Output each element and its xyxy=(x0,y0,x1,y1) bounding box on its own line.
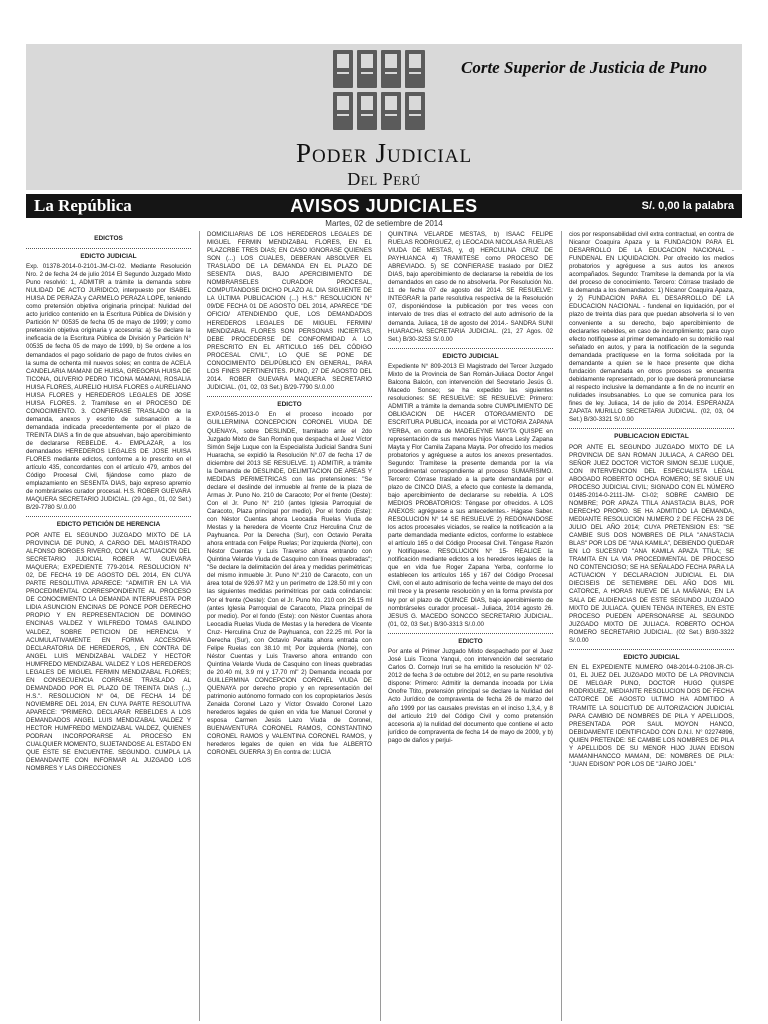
notice-heading: EDICTO PETICIÓN DE HERENCIA xyxy=(56,521,161,529)
masthead xyxy=(26,44,742,190)
notice-body: EN EL EXPEDIENTE NUMERO 048-2014-0-2108-JR-CI-01, EL JUEZ DEL JUZGADO MIXTO DE LA PROVINCIA DE MELGAR PUNO, DOCTOR HUGO QUISPE RODRIGUEZ, MEDIANTE RESOLUCION DOS DE FECHA CATORCE DE AGOSTO ULTIMO HA ADMITIDO A TRAMITE LA SOLICITUD DE AUTORIZACION JUDICIAL PARA CAMBIO DE NOMBRES DE PILA Y APELLIDOS, PRESENTADA POR SAUL MOYON HANCO, DEBIDAMENTE IDENTIFICADO CON D.N.I. N° 02274896, QUIEN PRETENDE: SE CAMBIE LOS NOMBRES DE PILA Y APELLIDOS DE SU MENOR HIJO JUAN EDISON MAMANIHANCCO MAMANI, DE: NOMBRES DE PILA: "JUAN EDISON" POR LOS DE "JAIRO JOEL" xyxy=(569,664,734,768)
notice-body: QUINTINA VELARDE MESTAS, b) ISAAC FELIPE RUELAS RODRIGUEZ, c) LEOCADIA NICOLASA RUELAS VIUDA DE MESTAS, y, d) HERCULINA CRUZ DE PAYHUANCA 4) TRAMITESE como PROCESO DE ABREVIADO. 5) SE CONFIERASE traslado por DIEZ DIAS, bajo apercibimiento de declararse la rebeldía de los demandados en caso de no absolverla. Por Resolución No. 11 de fecha 07 de agosto del 2014. SE RESUELVE: INTEGRAR la parte resolutiva respectiva de la Resolución 07, disponiéndose la publicación por tres veces con intervalo de tres días el extracto del auto admisorio de la demanda. Juliaca, 18 de agosto del 2014.- SANDRA SUNI HUARACHA SECRETARIA JUDICIAL. (21, 27 Agos. 02 Set.) B/30-3253 S/.0.00 xyxy=(388,231,553,343)
column-3 xyxy=(388,231,553,1021)
column-2 xyxy=(207,231,372,1021)
section-title: AVISOS JUDICIALES xyxy=(290,196,478,216)
publication-date: Martes, 02 de setiembre de 2014 xyxy=(325,219,443,228)
dotted-separator xyxy=(388,348,553,349)
notice-heading: EDICTO JUDICIAL xyxy=(80,252,137,260)
notice-heading: PUBLICACION EDICTAL xyxy=(614,433,689,441)
dotted-separator xyxy=(26,248,191,249)
notice-heading: EDICTO JUDICIAL xyxy=(623,653,680,661)
notice-heading: EDICTO JUDICIAL xyxy=(442,352,499,360)
notices-columns xyxy=(26,231,742,1021)
dotted-separator xyxy=(569,649,734,650)
notice-body: cios por responsabilidad civil extra contractual, en contra de Nicanor Coaquira Apaza y la FUNDACION PARA EL DESARROLLO DE LA EDUCACION NACIONAL - FUNDENAL EN LIQUIDACION. Por ofrecido los medios probatorios y agréguese a sus autos los anexos acompañados. Segundo: Tramítese la demanda por la vía del proceso de conocimiento. Tercero: Córrase traslado de la demanda a los demandados: 1) Nicanor Coaquira Apaza, y 2) FUNDACION PARA EL DESARROLLO DE LA EDUCACION NACIONAL - fundenal en liquidación, por el plazo de treinta días para que puedan absolverla si lo ven conveniente a su derecho, bajo apercibimiento de declararles rebeldes, en caso de incumplimiento; para cuyo efecto notifíquese al primer demandado en su domicilio real señalado en autos, y para la notificación de la segunda demandada practíquese en la forma solicitada por la demandante a quien se le hace presente que dicha fundación demandada en otros procesos se encuentra debidamente representado, por lo que deberá pronunciarse al respecto inclusive la demandante a fin de no incurrir en nulidades insubsanables. Lo que se comunica para los fines de ley. Juliaca, 14 de julio de 2014. ESPERANZA ZAPATA MURILLO SECRETARIA JUDICIAL. (02, 03, 04 Set.) B/30-3321 S/.0.00 xyxy=(569,231,734,424)
notice-body: POR ANTE EL SEGUNDO JUZGADO MIXTO DE LA PROVINCIA DE PUNO, A CARGO DEL MAGISTRADO ALFONSO BORGES RIVERO, CON LA ACTUACION DEL SECRETARIO JUDICIAL ROBER W. GUEVARA MAQUERA; EXPEDIENTE 779-2014. RESOLUCION N° 02, DE FECHA 19 DE AGOSTO DEL 2014, EN CUYA PARTE RESOLUTIVA APARECE: "ADMITIR EN LA VIA PROCEDIMENTAL CORRESPONDIENTE AL PROCESO DE CONOCIMIENTO LA DEMANDA INTERPUESTA POR LIDIA ASUNCION ENCINAS DE PONCE POR DERECHO PROPIO Y EN REPRESENTACION DE DOMINGO ENCINAS VALDEZ Y WILFREDO TOMAS GALINDO VALDEZ, SOBRE PETICION DE HERENCIA Y ACUMULATIVAMENTE EN FORMA ACCESORIA DECLARATORIA DE HEREDEROS, , EN CONTRA DE ANGEL LUIS MENDIZABAL VALDEZ Y HECTOR HUMFREDO MENDIZABAL VALDEZ Y LOS HEREDEROS LEGALES DE MIGUEL FERMIN MENDIZABAL FLORES; EN CONSECUENCIA CORRASE TRASLADO AL DEMANDADO POR EL PLAZO DE TREINTA DIAS (...) H.S.". RESOLUCION N° 04, DE FECHA 14 DE NOVIEMBRE DEL 2014, EN CUYA PARTE RESOLUTIVA APARECE: "PRIMERO. DECLARAR REBELDES A LOS DEMANDADOS ANGEL LUIS MENDIZABAL VALDEZ Y HECTOR HUMFREDO MENDIZABAL VALDEZ, QUIENES PODRAN INCORPORARSE AL PROCESO EN CUALQUIER MOMENTO, SUJETANDOSE AL ESTADO EN QUE ESTE SE ENCUENTRE. SEGUNDO. CUMPLA LA DEMANDANTE CON INFORMAR AL JUZGADO LOS NOMBRES Y LAS DIRECCIONES xyxy=(26,531,191,773)
column-divider xyxy=(380,231,381,1021)
notice-body: Exp. 01378-2014-0-2101-JM-CI-02. Mediante Resolución Nro. 2 de fecha 24 de julio 2014 El Segundo Juzgado Mixto Puno resolvió: 1, ADMITIR a trámite la demanda sobre NULIDAD DE ACTO JURIDICO, interpuesto por ISABEL HUISA DE PERAZA y CARMELO PERAZA LOPE, teniendo como pretensión objetiva originaria principal: Nulidad del acto jurídico contenido en la Escritura Pública de División y Partición N° 00535 de fecha 05 de mayo de 1999; y como pretensión objetiva originaria y accesoria: a) Se declare la ineficacia de la Escritura Pública de División y Partición N° 00535 de fecha 05 de mayo de 1999, b) Se ordene a los demandados el pago solidario de pago de frutos civiles en la suma de ochenta mil nuevos soles; en contra de ACELA CANDELARIA MAMANI DE HUISA, GREGORIA HUISA DE TICONA, OLIVERIO PEDRO TICONA MAMANI, ROSALIA HUISA FLORES, AURELIO HUISA FLORES o AURELIANO HUISA FLORES y HEREDEROS LEGALES DE JOSE HUISA FLORES. 2. Tramítese en el PROCESO DE CONOCIMIENTO. 3. CONFIERASE TRASLADO de la demanda, anexos y escrito de subsanación a la demandada indicada precedentemente por el plazo de TREINTA DIAS a fin de que absuelvan, bajo apercibimiento de declararse REBELDE. 4.- EMPLAZAR, a los demandados HEREDEROS LEGALES DE JOSE HUISA FLORES mediante edictos, conforme a lo prescrito en el artículo 435, concordantes con el artículo 479, ambos del Código Procesal Civil, fijándose como plazo de emplazamiento en SESENTA DIAS, bajo expreso apremio de nombrárseles curador procesal. H.S. ROBER GUEVARA MAQUERA SECRETARIO JUDICIAL. (29 Ago., 01, 02 Set.) B/29-7780 S/.0.00 xyxy=(26,263,191,512)
section-banner xyxy=(26,194,742,218)
dotted-separator xyxy=(207,396,372,397)
notice-heading: EDICTO xyxy=(277,400,302,408)
dotted-separator xyxy=(388,633,553,634)
notice-body: Expediente N° 809-2013 El Magistrado del Tercer Juzgado Mixto de la Provincia de San Román-Juliaca Doctor Angel Balcona Balcón, con intervención del Secretario Jesús G. Macedo Sonceo; se ha expedido las siguientes resoluciones: SE RESUELVE: SE RESUELVE: Primero: ADMITIR a trámite la demanda sobre CUMPLIMIENTO DE OBLIGACION DE HACER OTORGAMIENTO DE ESCRITURA PUBLICA, incoada por el VICTORIA ZAPANA YERBA, en contra de MADELEYNE MAYTA QUISPE en representación de sus menores hijos Vianca Lesly Zapana Mayta y Flor Camila Zapana Mayta. Por ofrecido los medios probatorios y agréguese a autos los anexos presentados. Segundo: Tramítese la presente demanda por la vía procedimental correspondiente al proceso SUMARISIMO. Tercero: Córrase traslado a la parte demandada por el plazo de CINCO DIAS, a efecto que conteste la demanda, bajo apercibimiento de declararse su rebeldía. A LOS MEDIOS PROBATORIOS: Téngase por ofrecidos. A LOS ANEXOS: agréguese a sus antecedentes.- Hágase Saber. RESOLUCION N° 14 SE RESUELVE 2) REDONANDOSE los actos procesales viciados, se realice la notificación a la parte demandada mediante edictos, conforme lo establece el artículo 165 o del Código Procesal Civil. Téngase Razón y Notifíquese. RESOLUCION N° 15- REALICE la notificación mediante edictos a los herederos legales de la que en vida fue Roger Zapana Yerba, conforme lo establecen los artículos 165 y 167 del Código Procesal Civil, con el auto admisorio de fecha veinte de mayo del dos mil trece y la presente resolución y en la forma prevista por ley por el plazo de QUINCE DIAS, bajo apercibimiento de nombrárseles curador procesal.- Juliaca, 2014 agosto 26. JESUS G. MACEDO SONCCO SECRETARIO JUDICIAL. (01, 02, 03 Set.) B/30-3313 S/.0.00 xyxy=(388,363,553,628)
notice-body: Por ante el Primer Juzgado Mixto despachado por el Juez José Luis Ticona Yanqui, con intervención del secretario Carlos O. Cornejo Iruri se ha emitido la resolución N° 02-2012 de fecha 3 de octubre del 2012, en su parte resolutiva dispone: Primero: Admitir la demanda incoada por Livia Onofre Ttito, pretensión principal se declare la Nulidad del Acto Jurídico de compraventa de fecha 26 de marzo del año 1999 por las causales previstas en el inciso 1,3,4, y 8 del artículo 219 del Código Civil y como pretensión accesoria a) la nulidad del documento que contiene el acto jurídico de compraventa de fecha 14 de mayo de 2009, y b) pago de daños y perjui- xyxy=(388,648,553,744)
dotted-separator xyxy=(569,428,734,429)
column-4 xyxy=(569,231,734,1021)
notice-heading: EDICTO xyxy=(458,637,483,645)
notice-body: POR ANTE EL SEGUNDO JUZGADO MIXTO DE LA PROVINCIA DE SAN ROMAN JULIACA, A CARGO DEL SEÑOR JUEZ DOCTOR VICTOR SIMON SEJJE LUQUE, CON INTERVENCION DEL ESPECIALISTA LEGAL ABOGADO ROBERTO OCHOA ROMERO; SE SIGUE UN PROCESO JUDICIAL CIVIL; SIGNADO CON EL NÚMERO 01485-2014-0-2111-JM- CI-02; SOBRE CAMBIO DE NOMBRE; POR APAZA TTILA ANASTACIA BLAS, POR DERECHO PROPIO. SE HA ADMITIDO LA DEMANDA, MEDIANTE RESOLUCION NUMERO 2 DE FECHA 23 DE JULIO DEL AÑO 2014; CUYA PRETENSION ES: "SE CAMBIE SUS DOS NOMBRES DE PILA "ANASTACIA BLAS" POR LOS DE "ANA KAMILA", DEBIENDO QUEDAR EN LO SUCESIVO "ANA KAMILA APAZA TTILA; SE TRAMITA EN LA VIA PROCEDIMENTAL DE PROCESO NO CONTENCIOSO; SE HA SEÑALADO FECHA PARA LA ACTUACION Y DECLARACION JUDICIAL EL DIA DIECISEIS DE SETIEMBRE DEL AÑO DOS MIL CATORCE, A HORAS NUEVE DE LA MAÑANA; EN LA SALA DE AUDIENCIAS DE ESTE SEGUNDO JUZGADO MIXTO DE JULIACA. QUIEN TENGA INTERES, EN ESTE PROCESO PUEDEN APERSONARSE AL SEGUNDO JUZGADO MIXTO DE JULIACA. ROBERTO OCHOA ROMERO SECRETARIO JUDICIAL. (02 Set.) B/30-3322 S/.0.00 xyxy=(569,443,734,644)
notice-body: EXP.01565-2013-0 En el proceso incoado por GUILLERMINA CONCEPCION CORONEL VIUDA DE QUENAYA, sobre DESLINDE, tramitado ante el 2do Juzgado Mixto de San Román que despacha el Juez Víctor Simón Sejje Luque con la Especialista Judicial Sandra Suni Huaracha, se expidió la Resolución N°.07 de fecha 17 de diciembre del 2013 SE RESUELVE. 1) ADMITIR, a trámite la Demanda de DESLINDE, DELIMITACION DE AREAS Y MEDIDAS PERIMETRICAS con las pretensiones: "Se declare el deslinde del inmueble al frente de la plaza de Armas Jr. Puno No. 210 de Caracoto; Por el frente (Oeste): Con el Jr. Puno N° 210 (antes Iglesia Parroquial de Caracoto, Plaza principal por medio). Por el fondo (Este): con Néstor Cuentas ahora Leocadia Ruelas Viuda de Mestas y la heredera de Vicente Cruz Herculina Cruz de Payhuanca. Por la Derecha (Sur), con Octavio Peralta ahora entrada con Felipe Ruelas; Por izquierda (Norte), con Néstor Cuentas y Luis Traverso ahora entrando con Quintina Velarde Viuda de Casquino con líneas quebradas"; "Se declare la delimitación del área y medidas perimétricas del mismo inmueble Jr. Puno N°.210 de Caracoto, con un área total de 926.97 M2 y un perímetro de 128.50 ml y con las siguientes medidas perimétricas por cada colindancia: Por el frente (Oeste): Con el Jr. Puno No. 210 con 26.15 ml (antes Iglesia Parroquial de Caracoto, Plaza principal de por medio). Por el fondo (Este): con Néstor Cuentas ahora Leocadia Ruelas Viuda de Mestas y la heredera de Vicente Cruz- Herculina Cruz de Payhuanca, con 22.25 ml. Por la Derecha (Sur), con Octavio Peralta ahora entrada con Felipe Ruelas con 38.10 ml; Por izquierda (Norte), con Néstor Cuentas y Luis Traverso ahora entrando con Quintina Velarde Viuda de Casquino con líneas quebradas de 20.40 ml, 3.9 ml y 17.70 ml" 2) Demanda incoada por GUILLERMINA CONCEPCION CORONEL VIUDA DE QUENAYA por derecho propio y en representación del patrimonio autónomo formado con los copropietarios Jesús Zenaida Coronel Lazo y Víctor Osvaldo Coronel Lazo herederos legales de quien en vida fue Manuel Coronel y esposa Carmen Jesús Lazo Viuda de Coronel, BUENAVENTURA CORONEL RAMOS, CONSTANTINO CORONEL RAMOS y VALENTINA CORONEL RAMOS, y herederos legales de quien en vida fue ALBERTO CORONEL GUERRA 3) En contra de: LUCIA xyxy=(207,411,372,757)
column-1 xyxy=(26,231,191,1021)
column-divider xyxy=(199,231,200,1021)
notice-body: DOMICILIARIAS DE LOS HEREDEROS LEGALES DE MIGUEL FERMIN MENDIZABAL FLORES, EN EL PLAZCRBE TRES DIAS; EN CASO IGNORASE QUIENES SON (...) LOS CUALES, DEBERAN ABSOLVER EL TRASLADO DE LA DEMANDA EN EL PLAZO DE SESENTA DIAS, BAJO APERCIBIMIENTO DE NOMBRARSELES CURADOR PROCESAL, COMPUTANDOSE DICHO PLAZO AL DIA SIGUIENTE DE LA ÚLTIMA PUBLICACION (...) H.S." RESOLUCION N° 09/DE FECHA 01 DE AGOSTO DEL 2014, APARECE "DE OFICIO/ ATENDIENDO QUE, LOS DEMANDADOS HEREDEROS LEGALES DE MIGUEL FERMIN/ MENDIZABAL FLORES SON PERSONAS INCIERTAS, DEBE PROCEDERSE DE CONFORMIDAD A LO PRESCRITO EN EL ARTICULO 165 DEL CÓDIGO PROCESAL CIVIL", LO QUE SE PONE DE CONOCIMIENTO DEL/PÚBLICO EN GENERAL, PARA LOS FINES PERTINENTES. PUNO, 27 DE AGOSTO DEL 2014. ROBER GUEVARA MAQUERA SECRETARIO JUDICIAL. (01, 02, 03 Set.) B/29-7790 S/.0.00 xyxy=(207,231,372,391)
institution-title: Poder Judicial xyxy=(295,138,473,168)
institution-subtitle: Del Perú xyxy=(347,169,421,189)
column-divider xyxy=(561,231,562,1021)
court-name: Corte Superior de Justicia de Puno xyxy=(461,58,708,77)
poder-judicial-logo-icon xyxy=(331,48,429,132)
dotted-separator xyxy=(26,516,191,517)
notice-heading: EDICTOS xyxy=(94,235,123,242)
price-per-word: S/. 0,00 la palabra xyxy=(641,200,734,212)
newspaper-name: La República xyxy=(34,196,132,215)
